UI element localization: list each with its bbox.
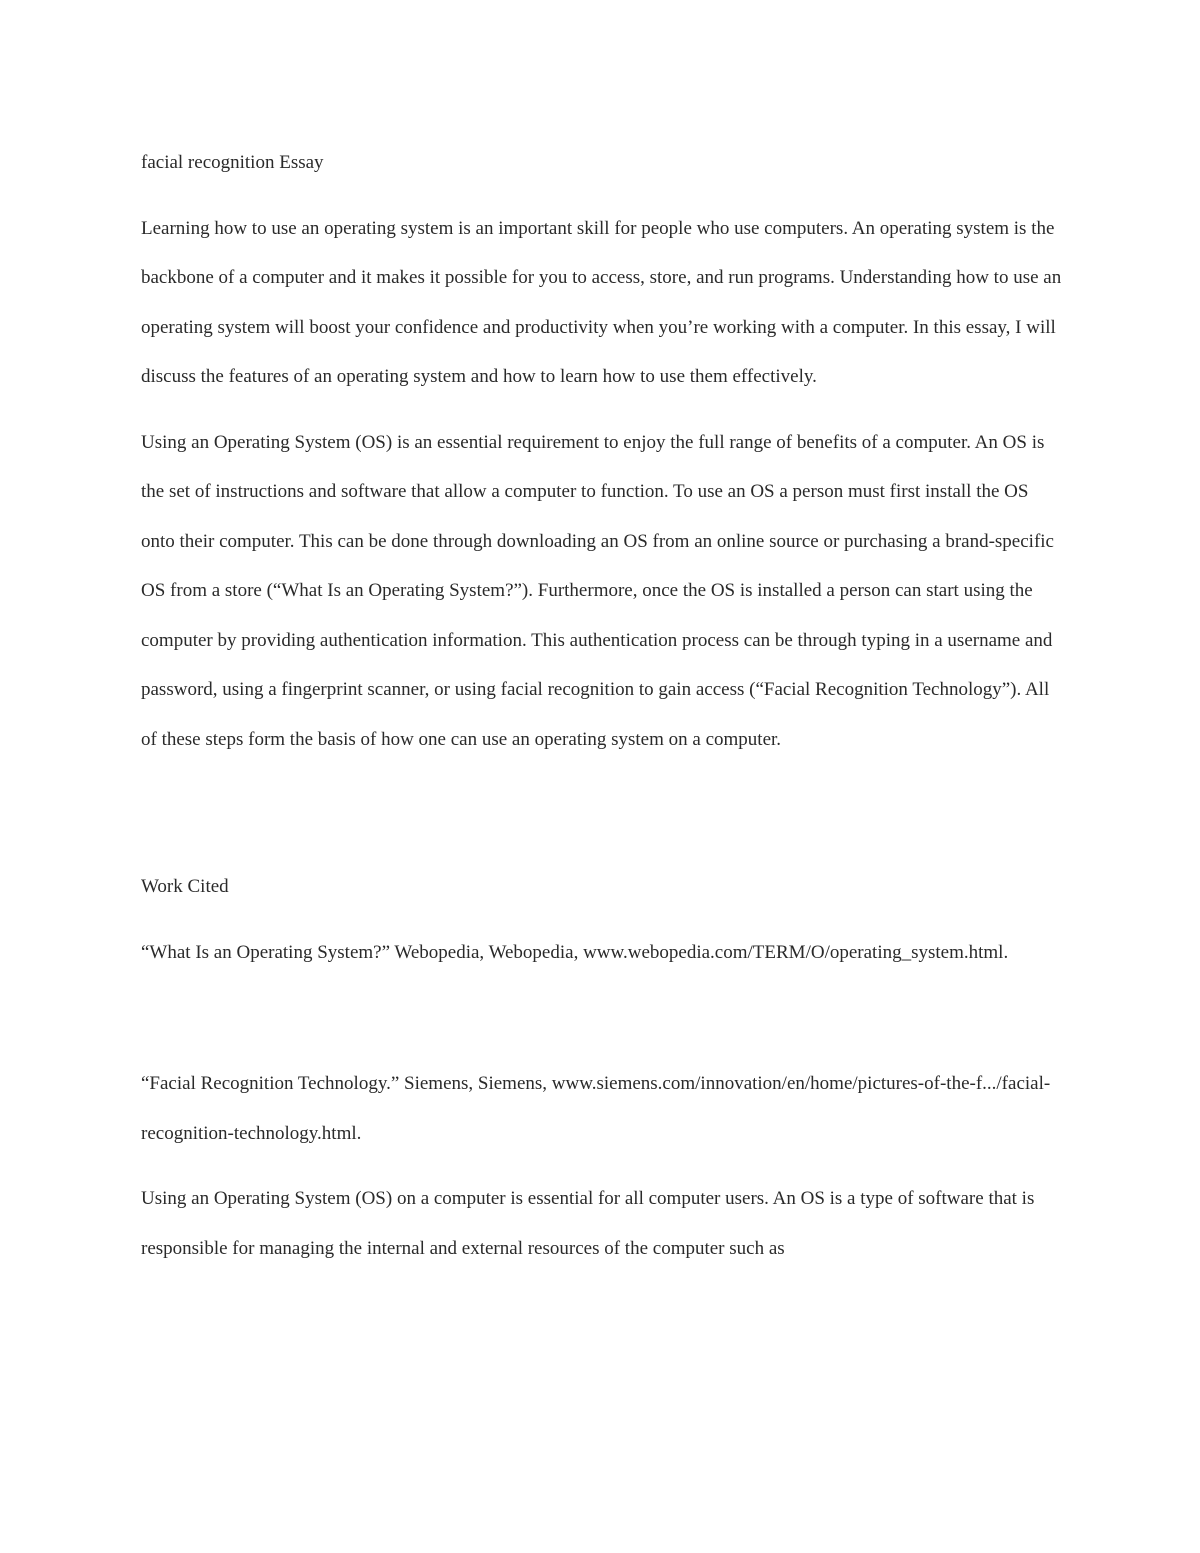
works-cited-heading: Work Cited	[141, 876, 229, 897]
citation-siemens: “Facial Recognition Technology.” Siemens, Siemens, www.siemens.com/innovation/en/home/pictures-of-the-f.../facial-recognition-technology.html.	[141, 1073, 1051, 1144]
section-spacer	[141, 780, 1066, 862]
document-title: facial recognition Essay	[141, 152, 324, 173]
citation-spacer	[141, 977, 1066, 1059]
document-body	[141, 138, 1066, 1273]
paragraph-body: Using an Operating System (OS) is an essential requirement to enjoy the full range of benefits of a computer. An OS is the set of instructions and software that allow a computer to function. To use an OS a person must first install the OS onto their computer. This can be done through downloading an OS from an online source or purchasing a brand-specific OS from a store (“What Is an Operating System?”). Furthermore, once the OS is installed a person can start using the computer by providing authentication information. This authentication process can be through typing in a username and password, using a fingerprint scanner, or using facial recognition to gain access (“Facial Recognition Technology”). All of these steps form the basis of how one can use an operating system on a computer.	[141, 431, 1054, 750]
paragraph-closing: Using an Operating System (OS) on a computer is essential for all computer users. An OS is a type of software that is responsible for managing the internal and external resources of the computer such as	[141, 1188, 1035, 1259]
paragraph-intro: Learning how to use an operating system is an important skill for people who use computers. An operating system is the backbone of a computer and it makes it possible for you to access, store, and run programs. Understanding how to use an operating system will boost your confidence and productivity when you’re working with a computer. In this essay, I will discuss the features of an operating system and how to learn how to use them effectively.	[141, 217, 1062, 387]
citation-webopedia: “What Is an Operating System?” Webopedia, Webopedia, www.webopedia.com/TERM/O/operating_system.html.	[141, 941, 1009, 963]
